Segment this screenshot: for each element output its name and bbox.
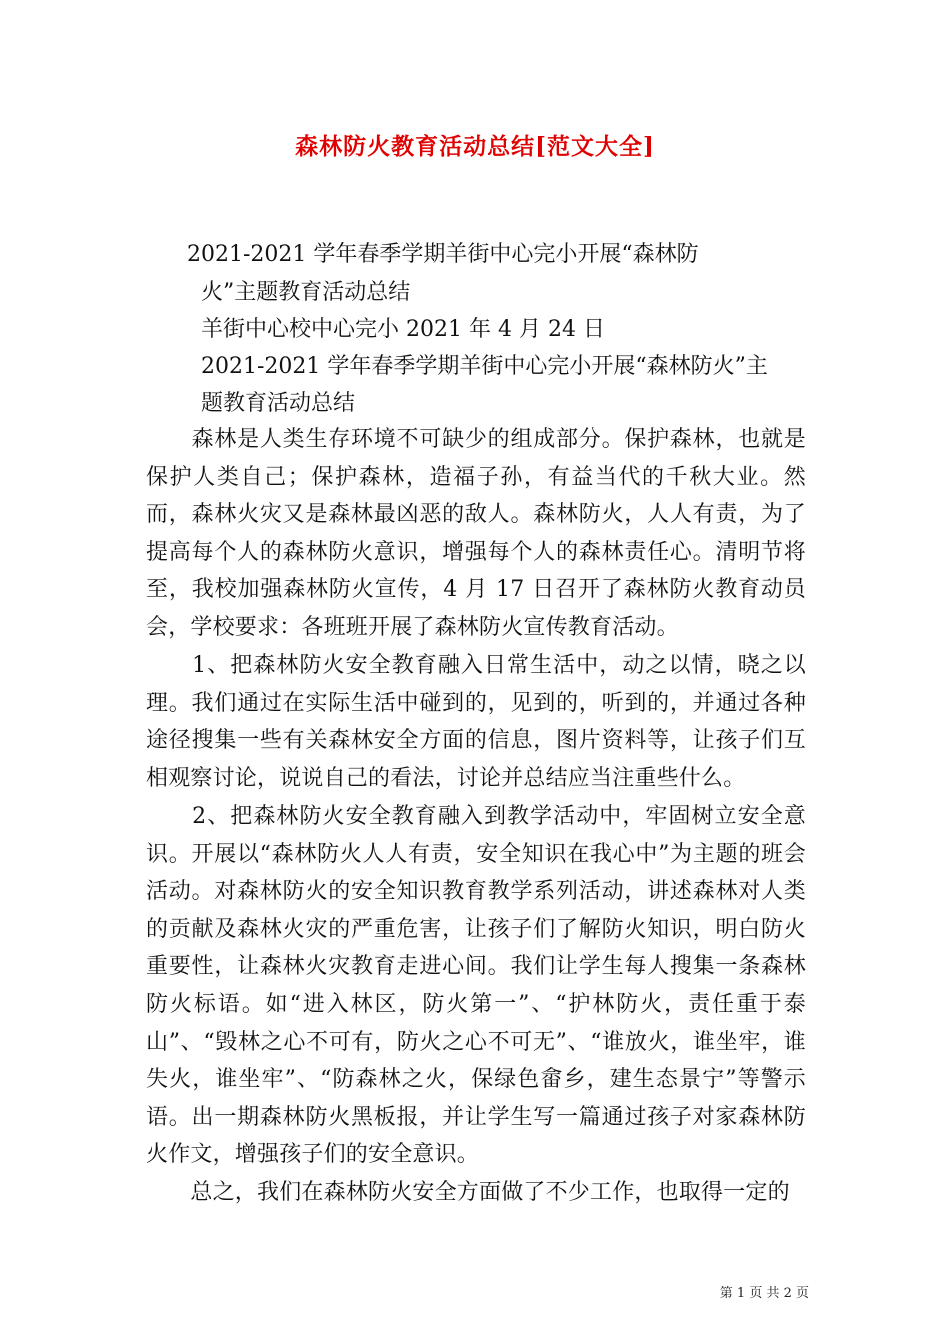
body-paragraph: 1、把森林防火安全教育融入日常生活中，动之以情，晓之以理。我们通过在实际生活中碰到的，见到的，听到的，并通过各种途径搜集一些有关森林安全方面的信息，图片资料等，让孩子们互相观察讨论，说说自己的看法，讨论并总结应当注重些什么。 bbox=[146, 653, 806, 791]
heading-line: 2021-2021 学年春季学期羊街中心完小开展“森林防 bbox=[187, 242, 699, 267]
heading-line: 火”主题教育活动总结 bbox=[201, 280, 411, 305]
body-paragraph: 总之，我们在森林防火安全方面做了不少工作，也取得一定的 bbox=[146, 1180, 790, 1205]
heading-line: 题教育活动总结 bbox=[201, 391, 356, 416]
page-footer: 第 1 页 共 2 页 bbox=[719, 1286, 809, 1301]
document-title: 森林防火教育活动总结[范文大全] bbox=[295, 133, 655, 160]
heading-line: 2021-2021 学年春季学期羊街中心完小开展“森林防火”主 bbox=[201, 354, 768, 379]
heading-line: 羊街中心校中心完小 2021 年 4 月 24 日 bbox=[201, 317, 605, 342]
body-paragraph: 森林是人类生存环境不可缺少的组成部分。保护森林，也就是保护人类自己；保护森林，造福子孙，有益当代的千秋大业。然而，森林火灾又是森林最凶恶的敌人。森林防火，人人有责，为了提高每个人的森林防火意识，增强每个人的森林责任心。清明节将至，我校加强森林防火宣传，4 月 17 日召开了森林防火教育动员会，学校要求：各班班开展了森林防火宣传教育活动。 bbox=[146, 427, 806, 640]
body-paragraph: 2、把森林防火安全教育融入到教学活动中，牢固树立安全意识。开展以“森林防火人人有责，安全知识在我心中”为主题的班会活动。对森林防火的安全知识教育教学系列活动，讲述森林对人类的贡献及森林火灾的严重危害，让孩子们了解防火知识，明白防火重要性，让森林火灾教育走进心间。我们让学生每人搜集一条森林防火标语。如“进入林区，防火第一”、“护林防火，责任重于泰山”、“毁林之心不可有，防火之心不可无”、“谁放火，谁坐牢，谁失火，谁坐牢”、“防森林之火，保绿色畲乡，建生态景宁”等警示语。出一期森林防火黑板报，并让学生写一篇通过孩子对家森林防火作文，增强孩子们的安全意识。 bbox=[146, 804, 806, 1168]
